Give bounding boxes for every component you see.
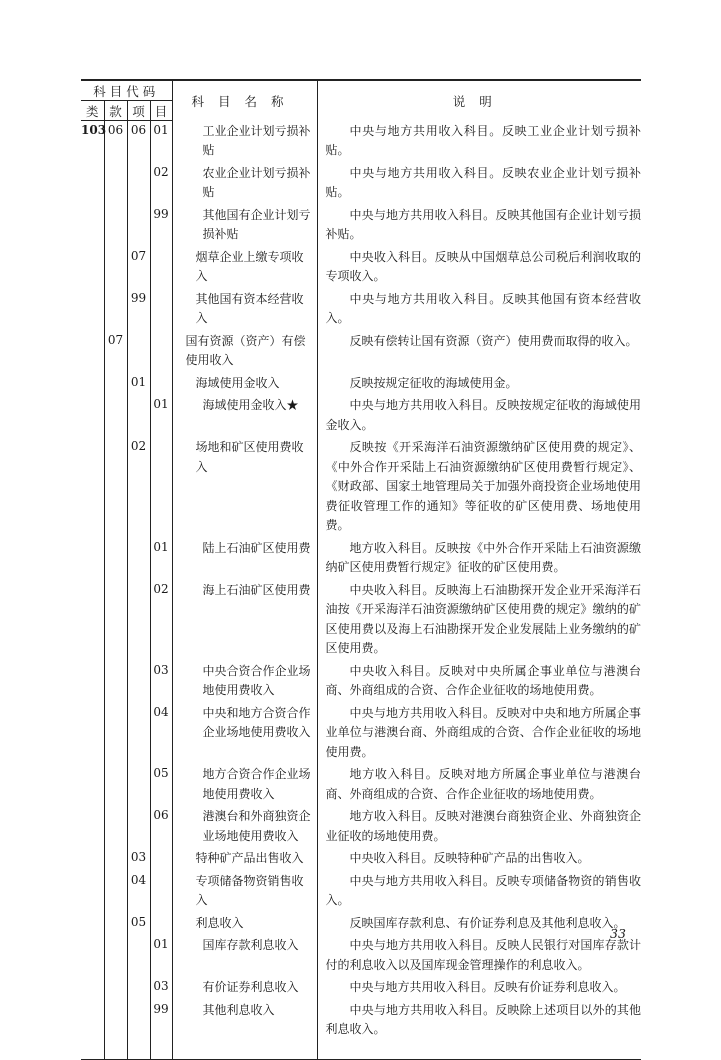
xiang-code — [127, 538, 150, 580]
xiang-code — [127, 331, 150, 373]
subject-name: 其他利息收入 — [172, 1000, 317, 1042]
xiang-code — [127, 661, 150, 703]
kuan-code — [104, 806, 127, 848]
mu-code: 01 — [150, 121, 172, 163]
spacer-cell — [81, 1042, 104, 1060]
lei-code — [81, 764, 104, 806]
page-number: 33 — [610, 926, 626, 941]
subject-description: 反映按规定征收的海域使用金。 — [349, 375, 518, 390]
header-mu: 目 — [150, 101, 172, 121]
subject-name: 烟草企业上缴专项收入 — [172, 247, 317, 289]
kuan-code — [104, 661, 127, 703]
lei-code — [81, 913, 104, 936]
mu-code: 05 — [150, 764, 172, 806]
subject-name: 其他国有资本经营收入 — [172, 289, 317, 331]
subject-name: 海域使用金收入 — [172, 373, 317, 396]
subject-description: 中央与地方共用收入科目。反映工业企业计划亏损补贴。 — [325, 123, 642, 157]
mu-code: 99 — [150, 1000, 172, 1042]
xiang-code: 05 — [127, 913, 150, 936]
lei-code — [81, 331, 104, 373]
mu-code: 03 — [150, 661, 172, 703]
subject-description: 地方收入科目。反映按《中外合作开采陆上石油资源缴纳矿区使用费暂行规定》征收的矿区使用费。 — [325, 540, 642, 574]
xiang-code — [127, 395, 150, 437]
subject-name: 中央和地方合资合作企业场地使用费收入 — [172, 703, 317, 765]
subject-name: 其他国有企业计划亏损补贴 — [172, 205, 317, 247]
mu-code: 01 — [150, 538, 172, 580]
table-row — [81, 437, 641, 538]
lei-code — [81, 661, 104, 703]
lei-code — [81, 205, 104, 247]
table-row — [81, 247, 641, 289]
subject-code-table-wrap — [81, 79, 641, 1060]
subject-name: 场地和矿区使用费收入 — [172, 437, 317, 538]
mu-code — [150, 289, 172, 331]
xiang-code — [127, 163, 150, 205]
lei-code — [81, 580, 104, 661]
subject-name: 利息收入 — [172, 913, 317, 936]
lei-code — [81, 935, 104, 977]
table-row — [81, 661, 641, 703]
kuan-code — [104, 764, 127, 806]
mu-code: 02 — [150, 163, 172, 205]
table-row — [81, 935, 641, 977]
lei-code — [81, 163, 104, 205]
lei-code — [81, 289, 104, 331]
table-row — [81, 913, 641, 936]
subject-name: 工业企业计划亏损补贴 — [172, 121, 317, 163]
subject-name: 有价证券利息收入 — [172, 977, 317, 1000]
kuan-code — [104, 395, 127, 437]
kuan-code — [104, 977, 127, 1000]
subject-description: 中央与地方共用收入科目。反映人民银行对国库存款计付的利息收入以及国库现金管理操作的利息收入。 — [325, 938, 642, 972]
subject-description: 中央与地方共用收入科目。反映其他国有资本经营收入。 — [325, 291, 642, 325]
xiang-code: 03 — [127, 848, 150, 871]
table-bottom-spacer — [81, 1042, 641, 1060]
xiang-code: 07 — [127, 247, 150, 289]
mu-code — [150, 871, 172, 913]
kuan-code: 07 — [104, 331, 127, 373]
xiang-code — [127, 935, 150, 977]
mu-code: 99 — [150, 205, 172, 247]
subject-name: 海域使用金收入★ — [172, 395, 317, 437]
spacer-cell — [172, 1042, 317, 1060]
kuan-code — [104, 247, 127, 289]
mu-code: 04 — [150, 703, 172, 765]
xiang-code — [127, 703, 150, 765]
mu-code — [150, 913, 172, 936]
kuan-code — [104, 437, 127, 538]
spacer-cell — [317, 1042, 641, 1060]
table-row — [81, 121, 641, 163]
xiang-code: 06 — [127, 121, 150, 163]
subject-name: 中央合资合作企业场地使用费收入 — [172, 661, 317, 703]
kuan-code — [104, 538, 127, 580]
kuan-code — [104, 163, 127, 205]
mu-code: 02 — [150, 580, 172, 661]
subject-description: 反映国库存款利息、有价证券利息及其他利息收入。 — [349, 915, 626, 930]
subject-name: 国库存款利息收入 — [172, 935, 317, 977]
subject-description: 反映按《开采海洋石油资源缴纳矿区使用费的规定》、《中外合作开采陆上石油资源缴纳矿区使用费暂行规定》、《财政部、国家土地管理局关于加强外商投资企业场地使用费征收管理工作的通知》等征收的矿区使用费、场地使用费。 — [325, 440, 642, 532]
kuan-code — [104, 913, 127, 936]
subject-description: 中央与地方共用收入科目。反映对中央和地方所属企事业单位与港澳台商、外商组成的合资、合作企业征收的场地使用费。 — [325, 705, 642, 759]
table-row — [81, 331, 641, 373]
xiang-code: 02 — [127, 437, 150, 538]
xiang-code — [127, 764, 150, 806]
mu-code: 06 — [150, 806, 172, 848]
lei-code — [81, 871, 104, 913]
lei-code — [81, 247, 104, 289]
subject-description: 反映有偿转让国有资源（资产）使用费而取得的收入。 — [349, 333, 638, 348]
kuan-code — [104, 871, 127, 913]
lei-code — [81, 977, 104, 1000]
table-row — [81, 703, 641, 765]
mu-code — [150, 247, 172, 289]
subject-description: 中央收入科目。反映特种矿产品的出售收入。 — [349, 851, 590, 865]
table-row — [81, 764, 641, 806]
xiang-code: 04 — [127, 871, 150, 913]
header-code-group: 科目代码 — [81, 80, 172, 101]
subject-name: 港澳台和外商独资企业场地使用费收入 — [172, 806, 317, 848]
kuan-code — [104, 703, 127, 765]
subject-description: 中央收入科目。反映对中央所属企事业单位与港澳台商、外商组成的合资、合作企业征收的场地使用费。 — [325, 663, 642, 697]
xiang-code — [127, 977, 150, 1000]
table-row — [81, 1000, 641, 1042]
xiang-code — [127, 580, 150, 661]
mu-code — [150, 331, 172, 373]
subject-description: 地方收入科目。反映对港澳台商独资企业、外商独资企业征收的场地使用费。 — [325, 809, 642, 843]
lei-code — [81, 538, 104, 580]
kuan-code — [104, 935, 127, 977]
table-row — [81, 538, 641, 580]
subject-description: 中央与地方共用收入科目。反映专项储备物资的销售收入。 — [325, 873, 642, 907]
header-description: 说明 — [317, 80, 641, 121]
subject-name: 专项储备物资销售收入 — [172, 871, 317, 913]
lei-code — [81, 1000, 104, 1042]
mu-code: 01 — [150, 935, 172, 977]
subject-description: 中央与地方共用收入科目。反映除上述项目以外的其他利息收入。 — [325, 1002, 642, 1036]
table-row — [81, 163, 641, 205]
table-body — [81, 121, 641, 1060]
header-xiang: 项 — [127, 101, 150, 121]
spacer-cell — [150, 1042, 172, 1060]
header-subject-name: 科目名称 — [172, 80, 317, 121]
table-row — [81, 806, 641, 848]
kuan-code — [104, 289, 127, 331]
spacer-cell — [104, 1042, 127, 1060]
subject-description: 中央与地方共用收入科目。反映其他国有企业计划亏损补贴。 — [325, 207, 642, 241]
table-row — [81, 848, 641, 871]
lei-code — [81, 806, 104, 848]
subject-description: 中央收入科目。反映海上石油勘探开发企业开采海洋石油按《开采海洋石油资源缴纳矿区使用费的规定》缴纳的矿区使用费以及海上石油勘探开发企业发展陆上业务缴纳的矿区使用费。 — [325, 582, 642, 655]
table-row — [81, 580, 641, 661]
mu-code — [150, 848, 172, 871]
table-row — [81, 373, 641, 396]
lei-code — [81, 395, 104, 437]
table-header — [81, 80, 641, 121]
table-row — [81, 289, 641, 331]
lei-code — [81, 373, 104, 396]
kuan-code — [104, 580, 127, 661]
xiang-code — [127, 806, 150, 848]
xiang-code: 01 — [127, 373, 150, 396]
lei-code — [81, 437, 104, 538]
table-row — [81, 205, 641, 247]
mu-code: 03 — [150, 977, 172, 1000]
table-row — [81, 871, 641, 913]
lei-code — [81, 848, 104, 871]
xiang-code: 99 — [127, 289, 150, 331]
subject-description: 中央收入科目。反映从中国烟草总公司税后利润收取的专项收入。 — [325, 249, 642, 283]
table-row — [81, 977, 641, 1000]
subject-name: 国有资源（资产）有偿使用收入 — [172, 331, 317, 373]
lei-code — [81, 703, 104, 765]
xiang-code — [127, 1000, 150, 1042]
kuan-code — [104, 373, 127, 396]
mu-code — [150, 437, 172, 538]
spacer-cell — [127, 1042, 150, 1060]
subject-name: 农业企业计划亏损补贴 — [172, 163, 317, 205]
header-kuan: 款 — [104, 101, 127, 121]
mu-code: 01 — [150, 395, 172, 437]
kuan-code — [104, 205, 127, 247]
kuan-code: 06 — [104, 121, 127, 163]
kuan-code — [104, 1000, 127, 1042]
lei-code: 103 — [81, 121, 104, 163]
header-lei: 类 — [81, 101, 104, 121]
subject-code-table — [81, 79, 641, 1060]
subject-description: 中央与地方共用收入科目。反映按规定征收的海域使用金收入。 — [325, 398, 642, 432]
xiang-code — [127, 205, 150, 247]
subject-description: 中央与地方共用收入科目。反映有价证券利息收入。 — [349, 980, 626, 994]
mu-code — [150, 373, 172, 396]
subject-description: 地方收入科目。反映对地方所属企事业单位与港澳台商、外商组成的合资、合作企业征收的场地使用费。 — [325, 767, 642, 801]
subject-name: 海上石油矿区使用费 — [172, 580, 317, 661]
subject-name: 陆上石油矿区使用费 — [172, 538, 317, 580]
kuan-code — [104, 848, 127, 871]
subject-name: 特种矿产品出售收入 — [172, 848, 317, 871]
table-row — [81, 395, 641, 437]
subject-description: 中央与地方共用收入科目。反映农业企业计划亏损补贴。 — [325, 165, 642, 199]
subject-name: 地方合资合作企业场地使用费收入 — [172, 764, 317, 806]
